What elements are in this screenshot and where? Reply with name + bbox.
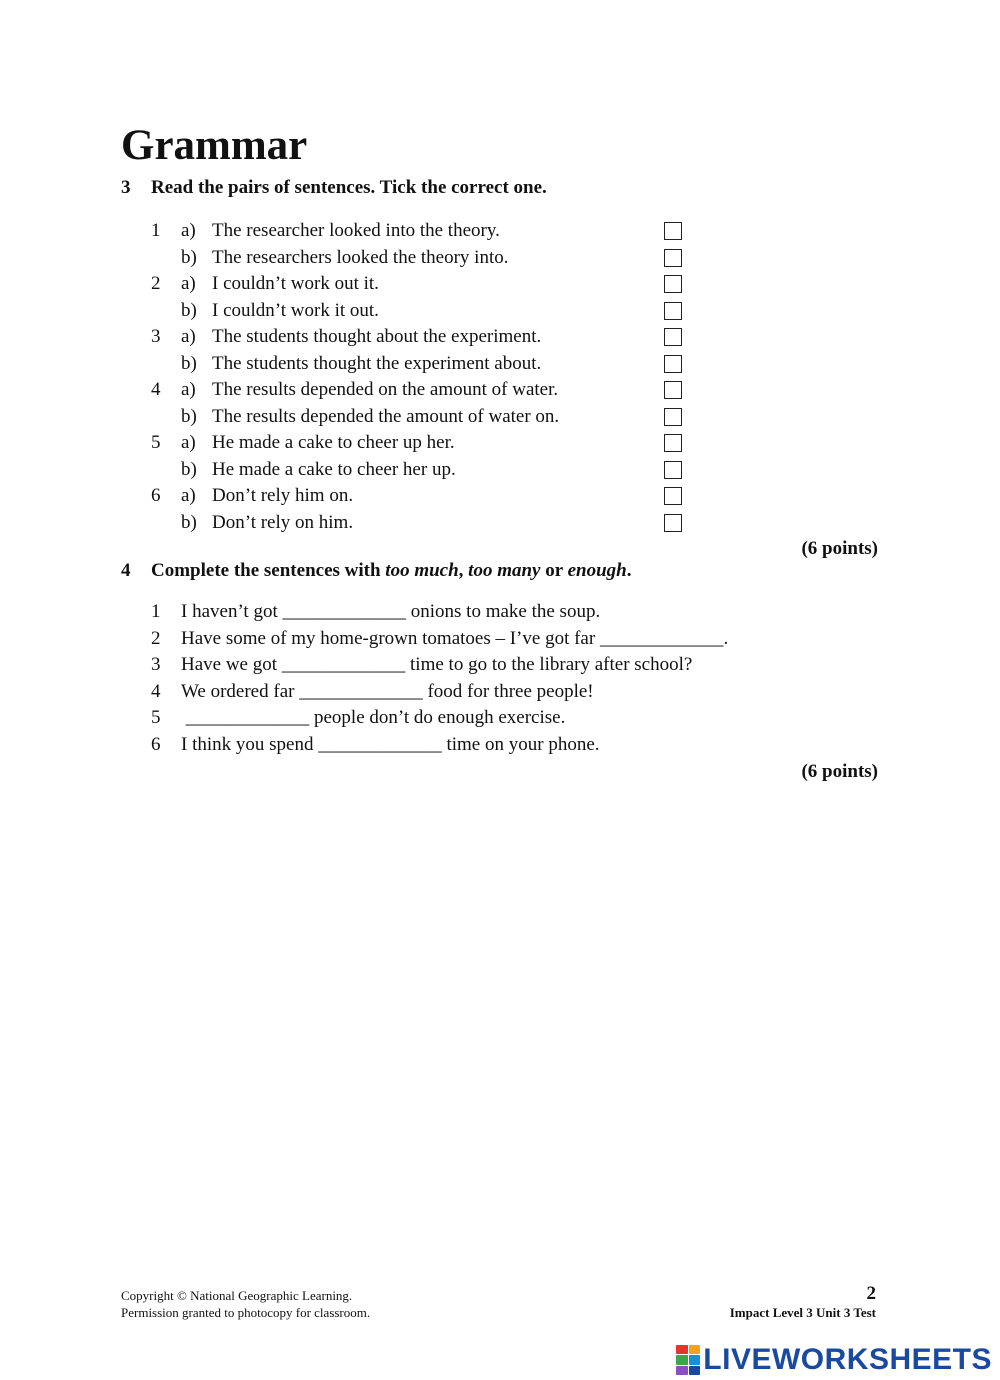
footer-copyright: Copyright © National Geographic Learning. [121,1288,353,1303]
tick-box-6a[interactable] [664,487,682,505]
sentence-after: food for three people! [422,681,594,702]
section-3-heading [121,175,547,201]
question-number: 5 [151,707,161,728]
tick-box-4b[interactable] [664,408,682,426]
sentence-before: Have we got [181,654,282,675]
answer-blank-4[interactable]: _____________ [299,681,423,702]
separator: , [458,560,469,581]
tick-box-2b[interactable] [664,302,682,320]
instruction-end: . [626,560,632,581]
question-number: 3 [151,326,161,347]
question-number: 5 [151,432,161,453]
sentence-3a: The students thought about the experiment. [212,326,542,347]
sentence-after: . [723,628,729,649]
logo-text: LIVEWORKSHEETS [703,1343,992,1376]
sentence-after: onions to make the soup. [406,601,601,622]
option-letter: b) [181,247,197,268]
sentence-line [181,705,565,731]
question-number: 1 [151,220,161,241]
tick-box-1a[interactable] [664,222,682,240]
logo-square [689,1366,701,1375]
question-number: 1 [151,601,161,622]
section-3-points: (6 points) [801,538,878,559]
answer-blank-2[interactable]: _____________ [599,628,724,649]
sentence-before: Have some of my home-grown tomatoes – I’ve got far [181,628,600,649]
sentence-3b: The students thought the experiment about. [212,353,542,374]
question-number: 6 [151,485,161,506]
page-number: 2 [866,1283,876,1304]
term-enough: enough [567,560,627,581]
sentence-4a: The results depended on the amount of water. [212,379,559,400]
answer-blank-6[interactable]: _____________ [318,734,442,755]
footer-test-name: Impact Level 3 Unit 3 Test [729,1305,876,1320]
tick-box-4a[interactable] [664,381,682,399]
section-3-number: 3 [121,177,131,198]
sentence-6a: Don’t rely him on. [212,485,354,506]
question-number: 2 [151,273,161,294]
term-too-much: too much [385,560,459,581]
option-letter: b) [181,459,197,480]
logo-square [676,1355,688,1364]
option-letter: a) [181,220,196,241]
separator: or [540,560,568,581]
option-letter: a) [181,432,196,453]
section-3-instruction: Read the pairs of sentences. Tick the correct one. [151,177,547,198]
answer-blank-3[interactable]: _____________ [281,654,406,675]
logo-square [689,1355,701,1364]
sentence-line [181,599,600,625]
question-number: 2 [151,628,161,649]
section-4-heading [121,558,631,584]
sentence-6b: Don’t rely on him. [212,512,354,533]
option-letter: b) [181,300,197,321]
sentence-1a: The researcher looked into the theory. [212,220,500,241]
option-letter: b) [181,512,197,533]
sentence-line [181,626,728,652]
tick-box-6b[interactable] [664,514,682,532]
tick-box-5a[interactable] [664,434,682,452]
option-letter: a) [181,379,196,400]
sentence-4b: The results depended the amount of water on. [212,406,560,427]
section-4-number: 4 [121,560,131,581]
option-letter: a) [181,326,196,347]
sentence-1b: The researchers looked the theory into. [212,247,509,268]
question-number: 4 [151,681,161,702]
liveworksheets-logo[interactable] [676,1342,992,1378]
sentence-line [181,732,600,758]
section-4-points: (6 points) [801,761,878,782]
answer-blank-5[interactable]: _____________ [185,707,310,728]
answer-blank-1[interactable]: _____________ [282,601,406,622]
question-number: 3 [151,654,161,675]
tick-box-3a[interactable] [664,328,682,346]
sentence-before: We ordered far [181,681,300,702]
sentence-line [181,679,594,705]
option-letter: b) [181,406,197,427]
tick-box-2a[interactable] [664,275,682,293]
footer-permission: Permission granted to photocopy for classroom. [121,1305,371,1320]
question-number: 4 [151,379,161,400]
sentence-after: time to go to the library after school? [405,654,693,675]
sentence-line [181,652,692,678]
question-number: 6 [151,734,161,755]
logo-icon [676,1345,700,1375]
page-title: Grammar [121,122,308,169]
option-letter: b) [181,353,197,374]
sentence-2b: I couldn’t work it out. [212,300,379,321]
sentence-2a: I couldn’t work out it. [212,273,379,294]
sentence-before: I haven’t got [181,601,283,622]
term-too-many: too many [468,560,541,581]
section-4-instruction-prefix: Complete the sentences with [151,560,386,581]
logo-square [676,1366,688,1375]
sentence-before: I think you spend [181,734,319,755]
logo-square [689,1345,701,1354]
tick-box-1b[interactable] [664,249,682,267]
sentence-5b: He made a cake to cheer her up. [212,459,456,480]
option-letter: a) [181,485,196,506]
sentence-after: time on your phone. [441,734,600,755]
tick-box-5b[interactable] [664,461,682,479]
sentence-after: people don’t do enough exercise. [309,707,566,728]
sentence-5a: He made a cake to cheer up her. [212,432,455,453]
logo-square [676,1345,688,1354]
option-letter: a) [181,273,196,294]
tick-box-3b[interactable] [664,355,682,373]
